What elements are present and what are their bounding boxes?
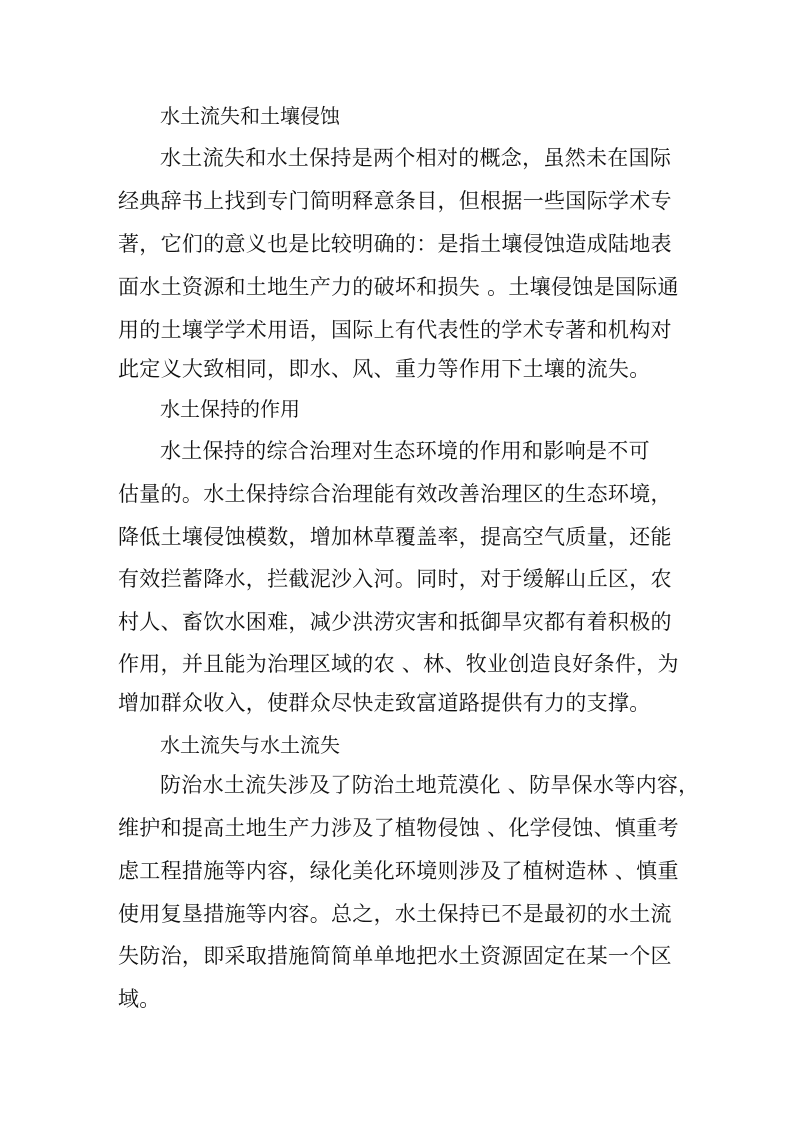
section-heading: 水土保持的作用	[160, 397, 300, 421]
paragraph-line: 防治水土流失涉及了防治土地荒漠化 、防旱保水等内容，	[160, 773, 700, 797]
paragraph-line: 维护和提高土地生产力涉及了植物侵蚀 、化学侵蚀、慎重考	[118, 816, 679, 840]
section-heading: 水土流失和土壤侵蚀	[160, 104, 340, 128]
paragraph-line: 增加群众收入，使群众尽快走致富道路提供有力的支撑。	[118, 691, 651, 715]
paragraph-line: 降低土壤侵蚀模数，增加林草覆盖率，提高空气质量，还能	[118, 525, 672, 549]
paragraph-line: 著，它们的意义也是比较明确的：是指土壤侵蚀造成陆地表	[118, 232, 672, 256]
paragraph-line: 水土保持的综合治理对生态环境的作用和影响是不可	[160, 439, 650, 463]
paragraph-line: 失防治，即采取措施简简单单地把水土资源固定在某一个区	[118, 944, 672, 968]
paragraph-line: 域。	[118, 987, 161, 1011]
section-heading: 水土流失与水土流失	[160, 733, 340, 757]
paragraph-line: 作用，并且能为治理区域的农 、林、牧业创造良好条件，为	[118, 652, 679, 676]
paragraph-line: 经典辞书上找到专门简明释意条目，但根据一些国际学术专	[118, 189, 672, 213]
paragraph-line: 面水土资源和土地生产力的破坏和损失 。土壤侵蚀是国际通	[118, 275, 679, 299]
paragraph-line: 水土流失和水土保持是两个相对的概念，虽然未在国际	[160, 146, 672, 170]
paragraph-line: 村人、畜饮水困难，减少洪涝灾害和抵御旱灾都有着积极的	[118, 610, 672, 634]
paragraph-line: 用的土壤学学术用语，国际上有代表性的学术专著和机构对	[118, 318, 672, 342]
paragraph-line: 估量的。水土保持综合治理能有效改善治理区的生态环境，	[118, 482, 672, 506]
paragraph-line: 使用复垦措施等内容。总之，水土保持已不是最初的水土流	[118, 902, 672, 926]
paragraph-line: 虑工程措施等内容，绿化美化环境则涉及了植树造林 、慎重	[118, 859, 679, 883]
paragraph-line: 有效拦蓄降水，拦截泥沙入河。同时，对于缓解山丘区，农	[118, 567, 672, 591]
paragraph-line: 此定义大致相同，即水、风、重力等作用下土壤的流失。	[118, 357, 651, 381]
